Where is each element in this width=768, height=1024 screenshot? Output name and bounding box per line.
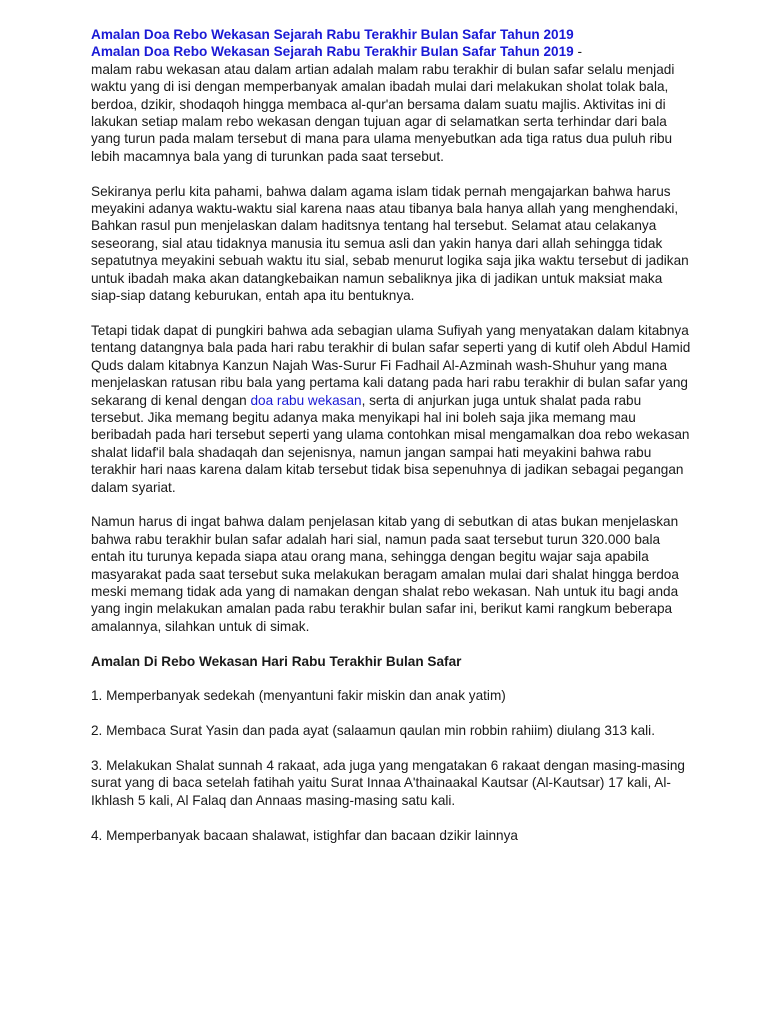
list-item-3: 3. Melakukan Shalat sunnah 4 rakaat, ada juga yang mengatakan 6 rakaat dengan masing-masing surat yang di baca setelah fatihah yaitu Surat Innaa A'thainaakal Kautsar (Al-Kautsar) 17 kali, Al-Ikhlash 5 kali, Al Falaq dan Annaas masing-masing satu kali. bbox=[91, 757, 685, 808]
title-link-1[interactable]: Amalan Doa Rebo Wekasan Sejarah Rabu Terakhir Bulan Safar Tahun 2019 bbox=[91, 27, 574, 42]
title-block bbox=[91, 26, 691, 61]
paragraph-3-text-a: Tetapi tidak dapat di pungkiri bahwa ada sebagian ulama Sufiyah yang menyatakan dalam kitabnya tentang datangnya bala pada hari rabu terakhir di bulan safar seperti yang di kutif oleh Abdul Hamid Quds dalam kitabnya Kanzun Najah Was-Surur Fi Fadhail Al-Azminah wash-Shuhur yang mana menjelaskan ratusan ribu bala yang pertama kali datang pada hari rabu terakhir di bulan safar yang sekarang di kenal dengan bbox=[91, 322, 691, 408]
list-item-2: 2. Membaca Surat Yasin dan pada ayat (salaamun qaulan min robbin rahiim) diulang 313 kali. bbox=[91, 723, 655, 739]
intro-paragraph: malam rabu wekasan atau dalam artian adalah malam rabu terakhir di bulan safar selalu menjadi waktu yang di isi dengan memperbanyak amalan ibadah mulai dari melakukan sholat tolak bala, berdoa, dzikir, shodaqoh hingga membaca al-qur'an bersama dalam suatu majlis. Aktivitas ini di lakukan setiap malam rebo wekasan dengan tujuan agar di selamatkan serta terhindar dari bala yang turun pada malam tersebut di mana para ulama menyebutkan ada tiga ratus dua puluh ribu lebih macamnya bala yang di turunkan pada saat tersebut. bbox=[91, 61, 675, 164]
list-item-1: 1. Memperbanyak sedekah (menyantuni fakir miskin dan anak yatim) bbox=[91, 688, 506, 704]
paragraph-3 bbox=[91, 322, 691, 496]
paragraph-3-text-b: , serta di anjurkan juga untuk shalat pada rabu tersebut. Jika memang begitu adanya maka menyikapi hal ini boleh saja jika memang mau beribadah pada hari tersebut seperti yang ulama contohkan misal mengamalkan doa rebo wekasan shalat lidaf'il bala shadaqah dan sejenisnya, namun jangan sampai hati meyakini bahwa rabu terakhir hari naas karena dalam kitab tersebut tidak bisa sepenuhnya di jadikan sebagai pegangan dalam syariat. bbox=[91, 392, 690, 495]
article-body bbox=[91, 26, 691, 861]
title-link-2[interactable]: Amalan Doa Rebo Wekasan Sejarah Rabu Terakhir Bulan Safar Tahun 2019 bbox=[91, 44, 574, 60]
section-heading: Amalan Di Rebo Wekasan Hari Rabu Terakhir Bulan Safar bbox=[91, 653, 462, 669]
list-item-4: 4. Memperbanyak bacaan shalawat, istighfar dan bacaan dzikir lainnya bbox=[91, 827, 518, 843]
paragraph-4: Namun harus di ingat bahwa dalam penjelasan kitab yang di sebutkan di atas bukan menjelaskan bahwa rabu terakhir bulan safar adalah hari sial, namun pada saat tersebut turun 320.000 bala entah itu turunya kepada siapa atau orang mana, sehingga dengan begitu wajar saja apabila masyarakat pada saat tersebut suka melakukan beragam amalan mulai dari shalat hingga berdoa meski memang tidak ada yang di namakan dengan shalat rebo wekasan. Nah untuk itu bagi anda yang ingin melakukan amalan pada rabu terakhir bulan safar ini, berikut kami rangkum beberapa amalannya, silahkan untuk di simak. bbox=[91, 514, 679, 634]
doa-rabu-wekasan-link[interactable]: doa rabu wekasan bbox=[250, 392, 362, 408]
title-separator: - bbox=[573, 44, 583, 60]
paragraph-2: Sekiranya perlu kita pahami, bahwa dalam agama islam tidak pernah mengajarkan bahwa harus meyakini adanya waktu-waktu sial karena naas atau tibanya bala hanya allah yang menghendaki, Bahkan rasul pun menjelaskan dalam haditsnya tentang hal tersebut. Selamat atau celakanya seseorang, sial atau tidaknya manusia itu semua asli dan yakin hanya dari allah sehingga tidak sepatutnya meyakini sebuah waktu itu sial, sebab menurut logika saja jika waktu tersebut di jadikan untuk ibadah maka akan datangkebaikan namun sebaliknya jika di jadikan untuk maksiat maka siap-siap datang keburukan, entah apa itu bentuknya. bbox=[91, 183, 689, 304]
